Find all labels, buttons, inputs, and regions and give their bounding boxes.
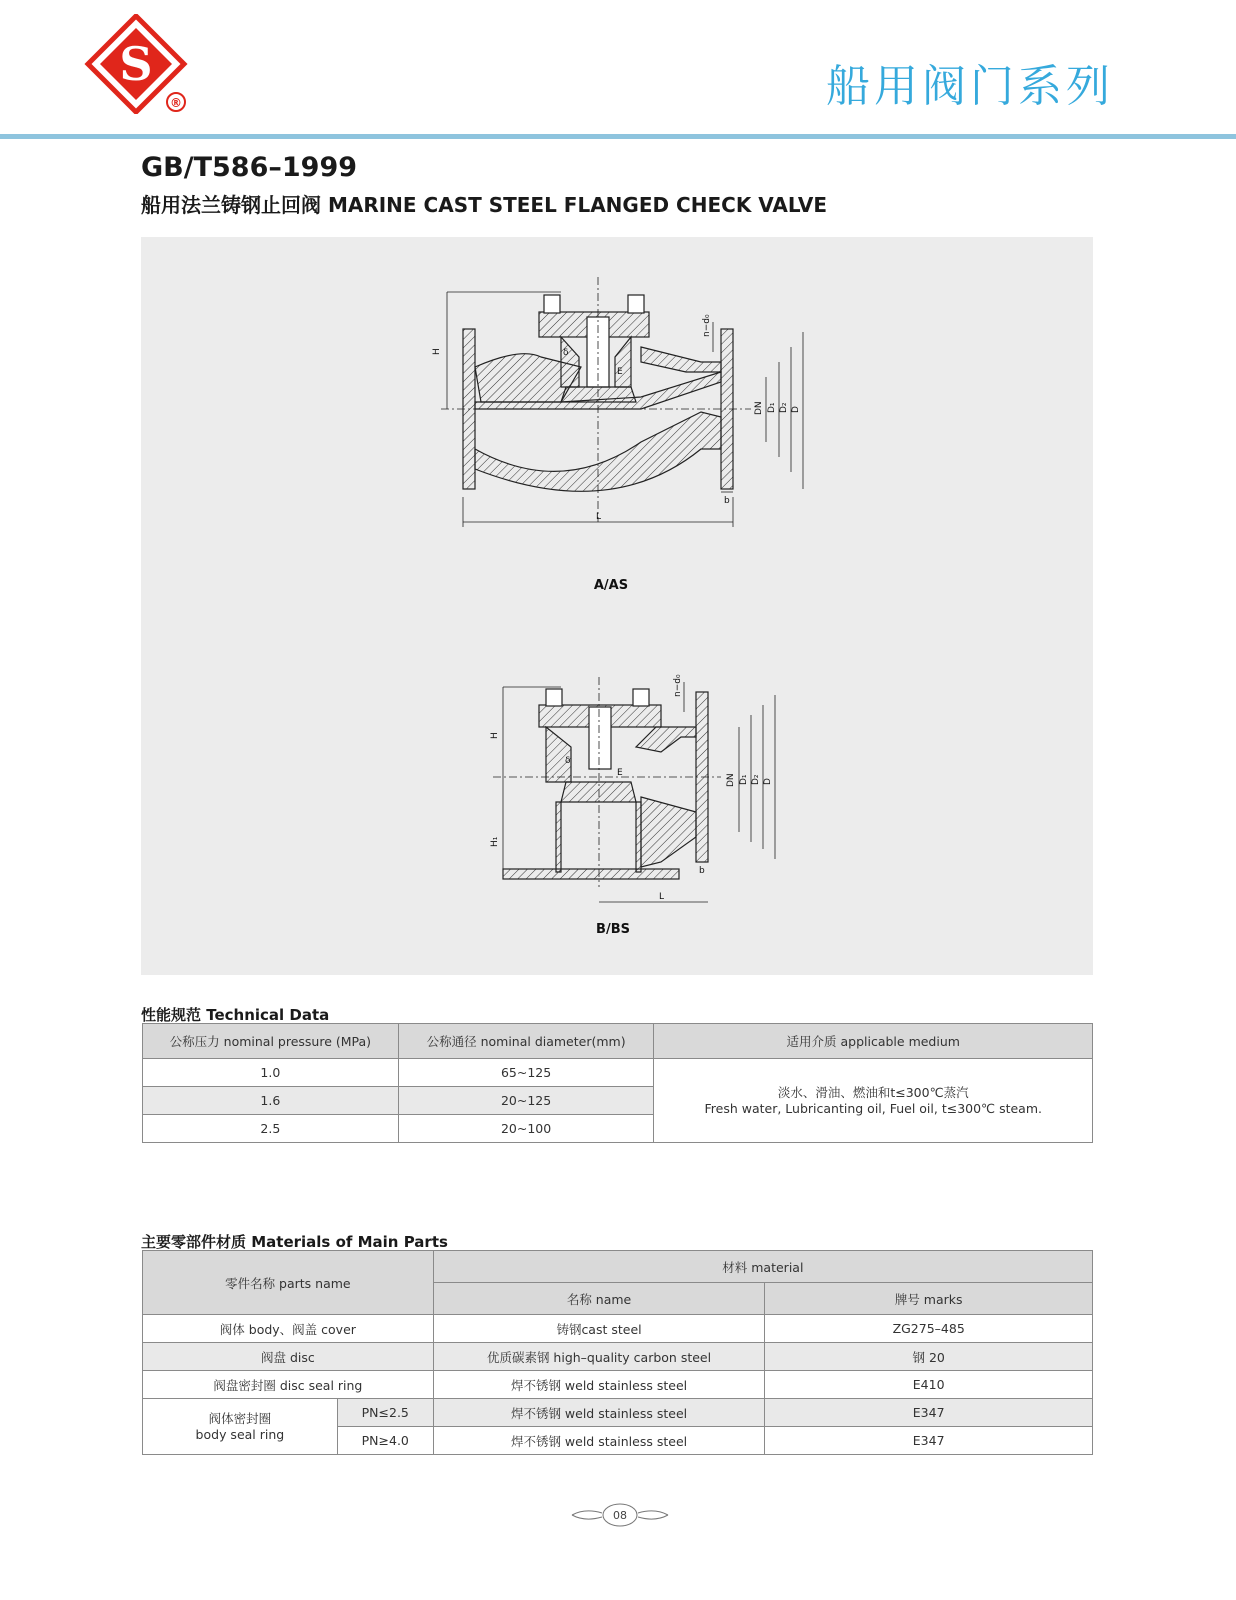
dim-h-b: H <box>490 732 500 739</box>
mark-cell: ZG275–485 <box>765 1315 1093 1343</box>
header-rule <box>0 134 1236 139</box>
diameter-cell: 65~125 <box>398 1059 654 1087</box>
dim-delta-a: δ <box>563 348 569 358</box>
material-name-cell: 焊不锈钢 weld stainless steel <box>433 1427 765 1455</box>
pressure-cell: 1.6 <box>143 1087 399 1115</box>
mark-cell: E410 <box>765 1371 1093 1399</box>
medium-en: Fresh water, Lubricanting oil, Fuel oil, t≤300℃ steam. <box>704 1100 1042 1116</box>
header-pressure: 公称压力 nominal pressure (MPa) <box>143 1024 399 1059</box>
part-cell: 阀体 body、阀盖 cover <box>143 1315 434 1343</box>
dim-e-a: E <box>617 367 623 377</box>
diameter-cell: 20~100 <box>398 1115 654 1143</box>
dim-d-b: D <box>763 778 773 785</box>
caption-b: B/BS <box>596 922 630 937</box>
dim-d1-a: D₁ <box>767 402 777 413</box>
dim-dn-b: DN <box>726 773 736 787</box>
dim-d2-a: D₂ <box>779 402 789 413</box>
materials-table <box>142 1250 1093 1455</box>
valve-drawing-a <box>441 277 803 527</box>
pn-cell: PN≥4.0 <box>337 1427 433 1455</box>
table-row <box>143 1399 1093 1427</box>
body-seal-cell <box>143 1399 338 1455</box>
dim-l-b: L <box>659 892 665 902</box>
dim-nd-b: n−d₀ <box>673 674 683 697</box>
dim-d-a: D <box>791 406 801 413</box>
header-parts: 零件名称 parts name <box>143 1251 434 1315</box>
registered-mark: ® <box>170 96 182 110</box>
table-row <box>143 1343 1093 1371</box>
table-row <box>143 1059 1093 1087</box>
table-header-row <box>143 1251 1093 1283</box>
dim-d1-b: D₁ <box>739 774 749 785</box>
page-number-text: 08 <box>613 1509 627 1522</box>
logo-letter: S <box>119 37 153 91</box>
materials-title: 主要零部件材质 Materials of Main Parts <box>141 1233 448 1251</box>
drawing-panel <box>141 237 1093 975</box>
body-seal-en: body seal ring <box>195 1426 285 1442</box>
mark-cell: E347 <box>765 1427 1093 1455</box>
material-name-cell: 焊不锈钢 weld stainless steel <box>433 1399 765 1427</box>
header-material: 材料 material <box>433 1251 1092 1283</box>
table-header-row <box>143 1024 1093 1059</box>
table-row <box>143 1315 1093 1343</box>
dim-delta-b: δ <box>565 756 571 766</box>
mark-cell: E347 <box>765 1399 1093 1427</box>
dim-b-b: b <box>699 866 705 876</box>
caption-a: A/AS <box>593 578 629 593</box>
product-title: 船用法兰铸钢止回阀 MARINE CAST STEEL FLANGED CHECK VALVE <box>141 193 828 217</box>
dim-b-a: b <box>724 496 730 506</box>
header-marks: 牌号 marks <box>765 1283 1093 1315</box>
pressure-cell: 2.5 <box>143 1115 399 1143</box>
body-seal-cn: 阀体密封圈 <box>208 1410 272 1426</box>
mark-cell: 钢 20 <box>765 1343 1093 1371</box>
dim-nd-a: n−d₀ <box>702 314 712 337</box>
tech-data-table <box>142 1023 1093 1143</box>
page-number <box>570 1500 670 1530</box>
dim-d2-b: D₂ <box>751 774 761 785</box>
tech-data-title: 性能规范 Technical Data <box>141 1006 330 1024</box>
part-cell: 阀盘 disc <box>143 1343 434 1371</box>
header-name: 名称 name <box>433 1283 765 1315</box>
material-name-cell: 焊不锈钢 weld stainless steel <box>433 1371 765 1399</box>
valve-drawing-b <box>493 677 775 902</box>
part-cell: 阀盘密封圈 disc seal ring <box>143 1371 434 1399</box>
company-logo <box>84 14 194 114</box>
diameter-cell: 20~125 <box>398 1087 654 1115</box>
dim-h1-b: H₁ <box>490 836 500 847</box>
material-name-cell: 优质碳素钢 high–quality carbon steel <box>433 1343 765 1371</box>
series-title: 船用阀门系列 <box>826 61 1114 112</box>
dim-l-a: L <box>596 512 602 522</box>
standard-code: GB/T586–1999 <box>141 152 358 183</box>
valve-drawings <box>141 237 1093 975</box>
medium-cn: 淡水、滑油、燃油和t≤300℃蒸汽 <box>777 1084 969 1100</box>
dim-dn-a: DN <box>754 401 764 415</box>
dim-h-a: H <box>432 348 442 355</box>
medium-cell <box>654 1059 1093 1143</box>
header-diameter: 公称通径 nominal diameter(mm) <box>398 1024 654 1059</box>
material-name-cell: 铸钢cast steel <box>433 1315 765 1343</box>
dim-e-b: E <box>617 768 623 778</box>
pressure-cell: 1.0 <box>143 1059 399 1087</box>
header-medium: 适用介质 applicable medium <box>654 1024 1093 1059</box>
pn-cell: PN≤2.5 <box>337 1399 433 1427</box>
table-row <box>143 1371 1093 1399</box>
